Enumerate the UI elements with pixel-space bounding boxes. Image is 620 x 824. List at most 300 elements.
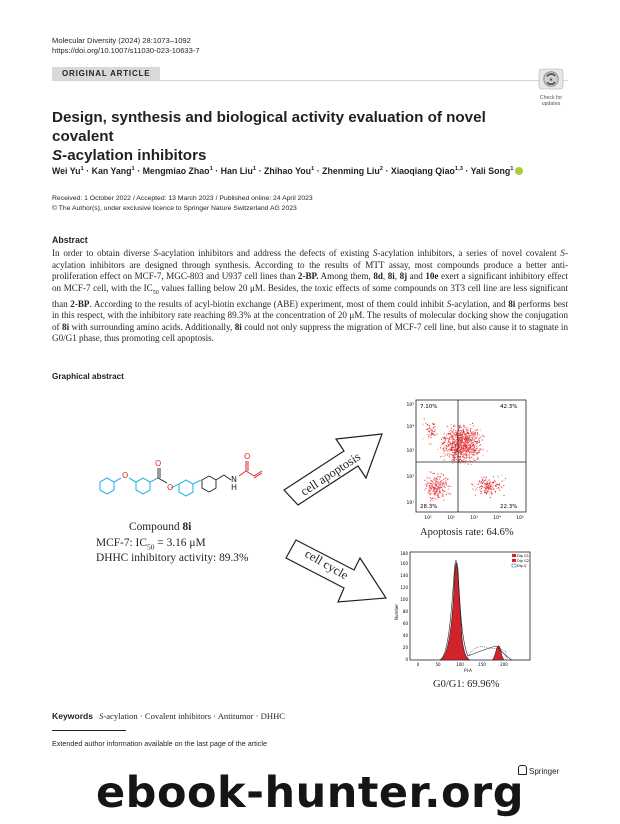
flow-dot [429, 478, 430, 479]
flow-dot [427, 483, 428, 484]
flow-dot [471, 436, 472, 437]
flow-dot [437, 497, 438, 498]
flow-dot [504, 480, 505, 481]
flow-dot [431, 498, 432, 499]
flow-dot [435, 499, 436, 500]
flow-dot [452, 432, 453, 433]
flow-dot [448, 442, 449, 443]
flow-dot [430, 429, 431, 430]
flow-dot [442, 495, 443, 496]
flow-dot [482, 435, 483, 436]
flow-dot [464, 450, 465, 451]
flow-dot [435, 495, 436, 496]
flow-dot [460, 442, 461, 443]
flow-dot [437, 495, 438, 496]
flow-dot [463, 448, 464, 449]
flow-dot [426, 429, 427, 430]
flow-dot [469, 457, 470, 458]
flow-dot [429, 486, 430, 487]
flow-dot [483, 436, 484, 437]
flow-dot [473, 436, 474, 437]
author[interactable]: Kan Yang$^1$ [91, 165, 135, 176]
flow-dot [443, 500, 444, 501]
flow-dot [485, 485, 486, 486]
flow-dot [465, 463, 466, 464]
flow-dot [469, 456, 470, 457]
flow-dot [440, 497, 441, 498]
flow-dot [455, 441, 456, 442]
flow-dot [464, 433, 465, 434]
flow-dot [435, 434, 436, 435]
flow-dot [437, 476, 438, 477]
cycle-y-ticks [400, 551, 408, 662]
flow-dot [465, 434, 466, 435]
flow-dot [465, 458, 466, 459]
flow-dot [460, 432, 461, 433]
flow-dot [456, 459, 457, 460]
flow-dot [449, 449, 450, 450]
flow-dot [474, 439, 475, 440]
flow-dot [492, 489, 493, 490]
flow-dot [483, 435, 484, 436]
svg-text:120: 120 [400, 585, 408, 590]
flow-dot [474, 445, 475, 446]
flow-y-ticks [406, 402, 414, 506]
flow-dot [437, 449, 438, 450]
flow-dot [429, 488, 430, 489]
flow-dot [454, 443, 455, 444]
flow-dot [438, 497, 439, 498]
ester-oxygen: O [167, 483, 174, 492]
flow-dot [432, 481, 433, 482]
flow-dot [449, 431, 450, 432]
flow-dot [479, 487, 480, 488]
flow-dot [486, 486, 487, 487]
flow-dot [442, 443, 443, 444]
article-title [52, 108, 522, 165]
flow-dot [432, 486, 433, 487]
compound-label: Compound 8i [129, 521, 192, 533]
flow-dot [476, 450, 477, 451]
flow-dot [481, 482, 482, 483]
flow-dot [442, 484, 443, 485]
svg-text:Dip G2: Dip G2 [517, 559, 529, 563]
flow-dot [483, 455, 484, 456]
flow-dot [484, 480, 485, 481]
flow-dot [495, 491, 496, 492]
flow-dot [499, 484, 500, 485]
flow-dot [463, 451, 464, 452]
orcid-icon[interactable] [515, 167, 523, 175]
flow-dot [464, 434, 465, 435]
flow-dot [466, 455, 467, 456]
flow-dot [434, 430, 435, 431]
flow-dot [436, 482, 437, 483]
flow-dot [442, 489, 443, 490]
flow-dot [470, 428, 471, 429]
flow-dot [495, 492, 496, 493]
flow-dot [469, 448, 470, 449]
flow-dot [455, 430, 456, 431]
flow-dot [485, 488, 486, 489]
author[interactable]: Yali Song$^1$ [470, 165, 514, 176]
flow-dot [431, 493, 432, 494]
flow-dot [453, 441, 454, 442]
flow-dot [455, 436, 456, 437]
flow-dot [482, 480, 483, 481]
svg-text:60: 60 [402, 621, 408, 626]
check-for-updates-button[interactable] [535, 68, 567, 107]
flow-dot [473, 444, 474, 445]
flow-dot [463, 445, 464, 446]
flow-dot [454, 447, 455, 448]
flow-dot [502, 475, 503, 476]
flow-dot [435, 488, 436, 489]
flow-dot [461, 460, 462, 461]
amide-oxygen: O [244, 452, 251, 461]
svg-text:Dip S: Dip S [517, 564, 527, 568]
flow-dot [483, 481, 484, 482]
flow-dot [476, 453, 477, 454]
flow-dot [463, 427, 464, 428]
flow-dot [458, 445, 459, 446]
author[interactable]: Xiaoqiang Qiao$^{1,3}$ [390, 165, 463, 176]
flow-dot [444, 442, 445, 443]
flow-dot [484, 491, 485, 492]
flow-dot [466, 457, 467, 458]
flow-dot [479, 445, 480, 446]
flow-dot [477, 436, 478, 437]
flow-dot [468, 450, 469, 451]
flow-dot [493, 488, 494, 489]
flow-dot [465, 449, 466, 450]
flow-dot [493, 476, 494, 477]
flow-dot [472, 440, 473, 441]
flow-dot [455, 457, 456, 458]
abstract-heading: Abstract [52, 235, 88, 245]
flow-dot [437, 479, 438, 480]
flow-dot [440, 488, 441, 489]
flow-dot [442, 485, 443, 486]
svg-text:10²: 10² [406, 475, 414, 480]
svg-text:10⁵: 10⁵ [406, 403, 414, 408]
flow-dot [466, 429, 467, 430]
mcf7-ic50: MCF-7: $IC_{50} = 3.16$ μM [96, 537, 206, 552]
flow-dot [491, 494, 492, 495]
flow-dot [449, 439, 450, 440]
flow-dot [494, 480, 495, 481]
flow-dot [479, 435, 480, 436]
flow-dot [460, 456, 461, 457]
flow-dot [464, 459, 465, 460]
flow-dot [445, 448, 446, 449]
svg-text:180: 180 [400, 551, 408, 556]
flow-dot [456, 450, 457, 451]
flow-dot [489, 484, 490, 485]
flow-dot [439, 485, 440, 486]
flow-dot [459, 425, 460, 426]
flow-dot [463, 460, 464, 461]
author[interactable]: Zhenming Liu$^2$ [322, 165, 383, 176]
flow-dot [488, 489, 489, 490]
flow-dot [471, 448, 472, 449]
flow-dot [488, 491, 489, 492]
title-line-2: S-acylation inhibitors [52, 147, 207, 164]
flow-dot [448, 434, 449, 435]
flow-dot [485, 477, 486, 478]
flow-dot [459, 459, 460, 460]
flow-dot [440, 486, 441, 487]
flow-dot [491, 485, 492, 486]
flow-dot [474, 460, 475, 461]
flow-dot [472, 434, 473, 435]
flow-dot [488, 486, 489, 487]
flow-dot [481, 488, 482, 489]
flow-dot [438, 494, 439, 495]
flow-dot [453, 432, 454, 433]
flow-dot [455, 445, 456, 446]
svg-text:140: 140 [400, 573, 408, 578]
flow-dot [463, 439, 464, 440]
flow-dot [484, 492, 485, 493]
flow-dot [469, 441, 470, 442]
flow-dot [444, 486, 445, 487]
flow-dot [447, 479, 448, 480]
flow-dot [463, 454, 464, 455]
flow-dot [454, 440, 455, 441]
flow-dot [473, 442, 474, 443]
flow-dot [443, 491, 444, 492]
flow-dot [454, 444, 455, 445]
flow-dot [449, 454, 450, 455]
flow-dot [434, 478, 435, 479]
flow-dot [475, 429, 476, 430]
flow-dot [433, 431, 434, 432]
flow-dot [457, 456, 458, 457]
flow-dot [463, 442, 464, 443]
flow-dot [472, 423, 473, 424]
flow-dot [477, 445, 478, 446]
author[interactable]: Zhihao You$^1$ [263, 165, 315, 176]
flow-dot [444, 433, 445, 434]
flow-dot [452, 450, 453, 451]
flow-dot [431, 486, 432, 487]
author[interactable]: Han Liu$^1$ [220, 165, 257, 176]
flow-dot [436, 488, 437, 489]
flow-dot [427, 481, 428, 482]
flow-dot [460, 457, 461, 458]
svg-text:10⁵: 10⁵ [516, 516, 524, 521]
flow-dot [452, 438, 453, 439]
flow-dot [454, 453, 455, 454]
flow-dot [487, 487, 488, 488]
flow-dot [462, 438, 463, 439]
flow-dot [436, 485, 437, 486]
flow-dot [445, 440, 446, 441]
flow-dot [462, 448, 463, 449]
flow-dot [456, 454, 457, 455]
flow-dot [504, 495, 505, 496]
flow-dot [450, 437, 451, 438]
flow-dot [431, 433, 432, 434]
flow-dot [460, 429, 461, 430]
flow-dot [455, 435, 456, 436]
flow-dot [472, 454, 473, 455]
flow-dot [471, 483, 472, 484]
article-type-badge: ORIGINAL ARTICLE [52, 67, 160, 80]
flow-dot [433, 479, 434, 480]
flow-dot [444, 434, 445, 435]
flow-dot [467, 428, 468, 429]
flow-dot [438, 487, 439, 488]
flow-dot [435, 492, 436, 493]
flow-dot [445, 447, 446, 448]
flow-dot [446, 481, 447, 482]
flow-dot [437, 494, 438, 495]
flow-dot [474, 455, 475, 456]
watermark: ebook-hunter.org [96, 768, 524, 818]
flow-dot [465, 438, 466, 439]
flow-dot [472, 438, 473, 439]
flow-dot [441, 480, 442, 481]
abstract-body: In order to obtain diverse S-acylation inhibitors and address the defects of existing S-acylation inhibitors, a series of novel covalent S-acylation inhibitors are designed through synthesis. According to the results of MTT assay, most compounds produce a better anti-proliferation effect on MCF-7, MGC-803 and U937 cell lines than 2-BP. Among them, 8d, 8i, 8j and 10e exert a significant inhibitory effect on MCF-7 cell, with the $IC_{50}$ values falling below 20 μM. Besides, the toxic effects of some compounds on 3T3 cell line are less significant than 2-BP. According to the results of acyl-biotin exchange (ABE) experiment, most of them could inhibit S-acylation, and 8i performs best in this respect, with the inhibitory rate reaching 89.3% at the concentration of 20 μM. The results of molecular docking show the conjugation of 8i with surrounding amino acids. Additionally, 8i could not only suppress the migration of MCF-7 cell line, but also cause it to stagnate in G0/G1 phase, thus promoting cell apoptosis. [52, 248, 569, 344]
flow-dot [441, 445, 442, 446]
flow-dot [480, 437, 481, 438]
flow-dot [449, 438, 450, 439]
flow-dot [474, 447, 475, 448]
flow-dot [429, 493, 430, 494]
flow-dot [463, 436, 464, 437]
cycle-x-ticks [417, 662, 509, 667]
flow-dot [482, 491, 483, 492]
flow-dot [447, 450, 448, 451]
flow-dot [464, 432, 465, 433]
flow-dot [434, 483, 435, 484]
flow-dot [486, 483, 487, 484]
flow-dot [432, 431, 433, 432]
flow-dot [477, 484, 478, 485]
flow-dot [446, 484, 447, 485]
flow-dot [435, 479, 436, 480]
flow-dot [447, 446, 448, 447]
flow-dot [481, 481, 482, 482]
flow-dot [462, 436, 463, 437]
flow-dot [465, 460, 466, 461]
flow-dot [440, 481, 441, 482]
flow-dot [432, 428, 433, 429]
flow-dot [437, 483, 438, 484]
flow-dot [472, 444, 473, 445]
quadrant-ll: 28.3% [420, 504, 438, 510]
doi-link[interactable]: https://doi.org/10.1007/s11030-023-10633-7 [52, 46, 200, 55]
cycle-xlabel: PI-A [464, 668, 472, 673]
flow-dot [459, 435, 460, 436]
flow-dot [490, 488, 491, 489]
arrow-cell-cycle [280, 532, 400, 632]
flow-dot [471, 450, 472, 451]
flow-dot [477, 452, 478, 453]
flow-dot [453, 437, 454, 438]
flow-dot [425, 488, 426, 489]
author-list: Wei $Yu^1$ · Kan Yang$^1$ · Mengmiao Zhao$^1$ · Han Liu$^1$ · Zhihao You$^1$ · Zhenming Liu$^2$ · Xiaoqiang Qiao$^{1,3}$ · Yali Song$^1$ [52, 163, 572, 177]
svg-text:100: 100 [400, 597, 408, 602]
flow-dot [436, 480, 437, 481]
author[interactable]: Mengmiao Zhao$^1$ [142, 165, 213, 176]
flow-dot [467, 453, 468, 454]
flow-dot [454, 452, 455, 453]
flow-dot [476, 446, 477, 447]
flow-dot [472, 437, 473, 438]
flow-dot [452, 443, 453, 444]
flow-dot [454, 449, 455, 450]
flow-dot [440, 484, 441, 485]
flow-dot [431, 432, 432, 433]
flow-dot [486, 477, 487, 478]
flow-dot [483, 485, 484, 486]
flow-dot [472, 456, 473, 457]
quadrant-lr: 22.3% [500, 504, 518, 510]
updates-line1: Check for [539, 95, 563, 101]
flow-dot [432, 485, 433, 486]
flow-dot [451, 439, 452, 440]
flow-dot [479, 442, 480, 443]
flow-dot [461, 442, 462, 443]
quadrant-ul: 7.10% [420, 404, 438, 410]
flow-dot [460, 451, 461, 452]
flow-dot [461, 443, 462, 444]
graphical-abstract-heading: Graphical abstract [52, 372, 124, 381]
flow-dot [453, 436, 454, 437]
flow-dot [492, 487, 493, 488]
author[interactable]: Wei Yu$^1$ [52, 165, 84, 176]
flow-dot [475, 434, 476, 435]
svg-text:10²: 10² [447, 516, 455, 521]
svg-text:50: 50 [435, 662, 441, 667]
flow-dot [498, 484, 499, 485]
flow-dot [452, 444, 453, 445]
flow-dot [453, 430, 454, 431]
flow-dot [469, 436, 470, 437]
flow-dot [434, 431, 435, 432]
flow-dot [464, 427, 465, 428]
flow-dot [470, 431, 471, 432]
flow-dot [463, 426, 464, 427]
flow-dot [486, 488, 487, 489]
flow-dot [442, 492, 443, 493]
flow-dot [459, 437, 460, 438]
flow-dot [431, 490, 432, 491]
flow-dot [451, 432, 452, 433]
flow-dot [475, 452, 476, 453]
flow-dot [426, 486, 427, 487]
flow-dot [495, 485, 496, 486]
flow-dot [451, 446, 452, 447]
flow-dot [473, 450, 474, 451]
flow-dot [468, 433, 469, 434]
flow-dot [452, 457, 453, 458]
flow-dot [482, 449, 483, 450]
flow-dot [490, 497, 491, 498]
flow-dot [468, 442, 469, 443]
flow-dot [452, 452, 453, 453]
flow-dot [474, 441, 475, 442]
flow-dot [468, 457, 469, 458]
svg-text:200: 200 [500, 662, 508, 667]
flow-dot [471, 433, 472, 434]
keywords-label: Keywords [52, 711, 94, 721]
flow-dot [456, 449, 457, 450]
flow-dot [473, 449, 474, 450]
